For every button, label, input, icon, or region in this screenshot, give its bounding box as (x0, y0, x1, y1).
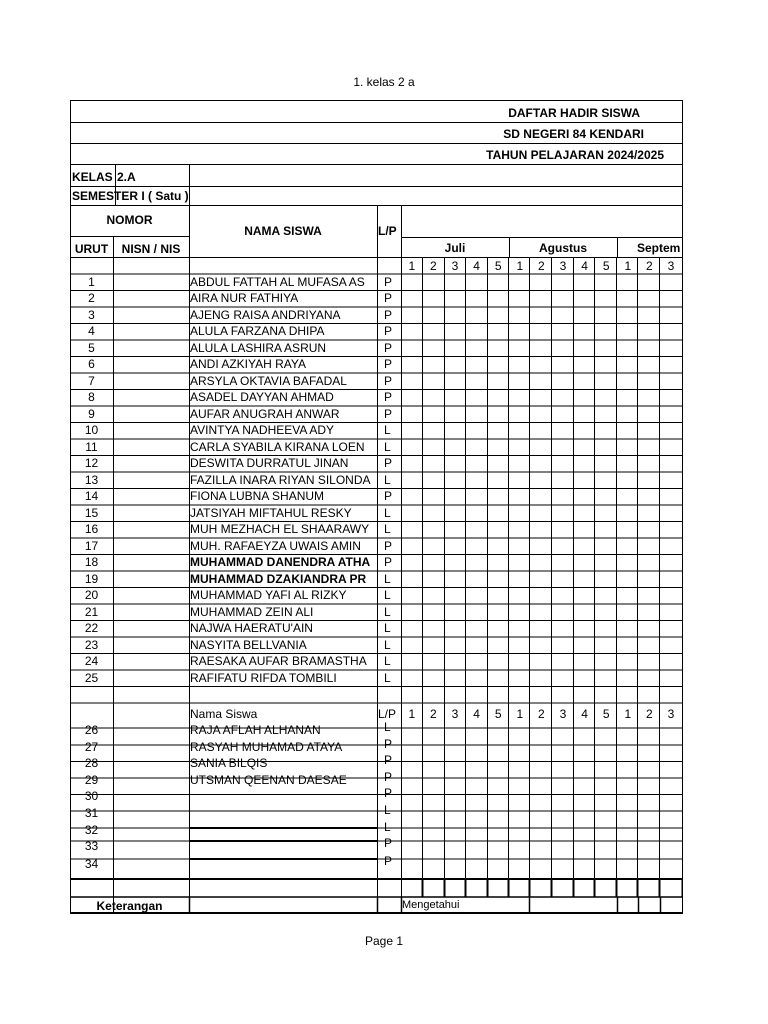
kelas-value: 2.A (117, 170, 136, 184)
student-name: NAJWA HAERATU'AIN (190, 621, 313, 635)
day-number-11: 2 (646, 259, 653, 273)
day-number-2-8: 4 (581, 707, 588, 721)
day-number-2: 3 (451, 259, 459, 273)
page-header: 1. kelas 2 a (353, 75, 415, 89)
student-name: MUH. RAFAEYZA UWAIS AMIN (190, 538, 361, 553)
day-number-8: 4 (581, 259, 588, 273)
day-number-2-0: 1 (408, 707, 416, 721)
header-nisn: NISN / NIS (121, 242, 181, 256)
student-number: 9 (88, 406, 95, 421)
student-gender: P (384, 786, 393, 800)
student-gender: P (384, 555, 393, 569)
student-gender: L (384, 720, 391, 734)
student-number: 1 (88, 274, 95, 289)
student-number: 26 (84, 723, 99, 737)
student-number: 5 (88, 340, 95, 355)
header-urut: URUT (74, 242, 109, 256)
day-number-2-2: 3 (451, 707, 459, 721)
student-gender: P (384, 291, 393, 305)
student-name: AJENG RAISA ANDRIYANA (190, 307, 341, 322)
student-number: 27 (84, 739, 99, 754)
student-name: ANDI AZKIYAH RAYA (190, 357, 307, 371)
day-number-6: 2 (538, 259, 545, 273)
month-agustus: Agustus (539, 241, 587, 255)
student-number: 23 (84, 637, 99, 652)
student-name: AUFAR ANUGRAH ANWAR (190, 406, 340, 421)
student-gender: P (384, 456, 393, 470)
student-gender: P (384, 835, 393, 850)
day-number-10: 1 (624, 259, 632, 273)
day-number-7: 3 (559, 259, 567, 273)
student-name: RAJA AFLAH ALHANAN (190, 723, 321, 737)
day-number-2-12: 3 (667, 707, 675, 721)
student-name: ARSYLA OKTAVIA BAFADAL (190, 373, 347, 388)
student-gender: P (384, 307, 393, 322)
student-gender: L (384, 588, 391, 602)
semester-label: SEMESTER I ( Satu ) (72, 189, 189, 203)
attendance-sheet (70, 100, 683, 915)
student-number: 8 (88, 390, 95, 404)
student-name: AIRA NUR FATHIYA (190, 291, 299, 305)
day-number-2-9: 5 (602, 707, 610, 721)
student-number: 4 (88, 324, 95, 338)
student-gender: P (384, 406, 393, 421)
student-name: RASYAH MUHAMAD ATAYA (190, 739, 343, 754)
day-number-5: 1 (516, 259, 524, 273)
title-line-1: DAFTAR HADIR SISWA (508, 106, 640, 120)
day-number-2-11: 2 (646, 707, 653, 721)
student-name: RAESAKA AUFAR BRAMASTHA (190, 654, 367, 668)
student-gender: L (384, 819, 391, 834)
day-number-12: 3 (667, 259, 675, 273)
title-line-2: SD NEGERI 84 KENDARI (503, 127, 644, 141)
student-gender: P (384, 390, 393, 404)
student-number: 19 (84, 571, 99, 586)
student-number: 22 (84, 621, 99, 635)
day-number-2-3: 4 (473, 707, 480, 721)
subheader-lp: L/P (378, 707, 397, 721)
student-gender: P (384, 769, 393, 784)
student-name: ALULA LASHIRA ASRUN (190, 340, 327, 355)
student-number: 16 (84, 522, 99, 536)
student-name: MUHAMMAD ZEIN ALI (190, 604, 314, 619)
student-name: MUHAMMAD YAFI AL RIZKY (190, 588, 347, 602)
student-gender: L (384, 472, 391, 487)
student-name: NASYITA BELLVANIA (190, 637, 307, 652)
student-gender: L (384, 670, 391, 685)
day-number-3: 4 (473, 259, 480, 273)
student-gender: P (384, 274, 393, 289)
student-gender: P (384, 324, 393, 338)
student-gender: P (384, 489, 393, 503)
student-gender: L (384, 571, 391, 586)
student-name: ALULA FARZANA DHIPA (190, 324, 325, 338)
student-gender: L (384, 423, 391, 437)
student-number: 13 (84, 472, 99, 487)
day-number-2-10: 1 (624, 707, 632, 721)
student-number: 2 (88, 291, 95, 305)
day-number-1: 2 (430, 259, 437, 273)
student-name: CARLA SYABILA KIRANA LOEN (190, 439, 365, 454)
student-gender: L (384, 654, 391, 668)
student-name: MUHAMMAD DZAKIANDRA PR (190, 571, 367, 586)
subheader-nama-siswa: Nama Siswa (190, 707, 258, 721)
student-gender: L (384, 802, 391, 817)
month-september: Septem (637, 241, 681, 255)
student-gender: P (384, 340, 393, 355)
student-number: 25 (84, 670, 99, 685)
student-gender: L (384, 505, 391, 520)
student-number: 32 (84, 822, 99, 837)
student-name: AVINTYA NADHEEVA ADY (190, 423, 335, 437)
student-name: ABDUL FATTAH AL MUFASA AS (190, 274, 365, 289)
student-number: 28 (84, 756, 99, 770)
student-gender: L (384, 522, 391, 536)
day-number-4: 5 (494, 259, 502, 273)
student-number: 12 (84, 456, 99, 470)
student-number: 34 (84, 857, 99, 871)
student-name: SANIA BILQIS (190, 756, 268, 770)
student-gender: P (384, 357, 393, 371)
day-number-2-5: 1 (516, 707, 524, 721)
student-gender: L (384, 621, 391, 635)
student-number: 31 (84, 805, 99, 820)
month-juli: Juli (444, 241, 466, 255)
student-name: MUHAMMAD DANENDRA ATHA (190, 555, 371, 569)
student-number: 6 (88, 357, 95, 371)
student-gender: P (384, 538, 393, 553)
student-gender: L (384, 604, 391, 619)
student-number: 29 (84, 772, 99, 787)
student-name: UTSMAN QEENAN DAESAE (190, 772, 347, 787)
day-number-9: 5 (602, 259, 610, 273)
student-number: 18 (84, 555, 99, 569)
title-line-3: TAHUN PELAJARAN 2024/2025 (486, 148, 664, 162)
kelas-label: KELAS (72, 170, 113, 184)
student-number: 14 (84, 489, 99, 503)
day-number-2-6: 2 (538, 707, 545, 721)
student-gender: P (384, 736, 393, 751)
student-name: FAZILLA INARA RIYAN SILONDA (190, 472, 371, 487)
student-number: 11 (85, 439, 98, 454)
student-number: 17 (84, 538, 99, 553)
student-gender: P (384, 373, 393, 388)
student-number: 21 (84, 604, 99, 619)
student-name: DESWITA DURRATUL JINAN (190, 456, 349, 470)
student-gender: L (384, 637, 391, 652)
student-number: 7 (88, 373, 95, 388)
student-number: 15 (84, 505, 99, 520)
day-number-0: 1 (408, 259, 416, 273)
student-number: 10 (84, 423, 99, 437)
keterangan-label: Keterangan (96, 899, 163, 913)
student-number: 24 (84, 654, 99, 668)
student-name: MUH MEZHACH EL SHAARAWY (190, 522, 370, 536)
student-gender: P (384, 753, 393, 767)
student-name: FIONA LUBNA SHANUM (190, 489, 325, 503)
student-name: JATSIYAH MIFTAHUL RESKY (190, 505, 352, 520)
student-number: 3 (88, 307, 95, 322)
header-nomor: NOMOR (106, 213, 153, 227)
student-number: 33 (84, 838, 99, 853)
mengetahui-label: Mengetahui (402, 899, 460, 911)
student-gender: L (384, 439, 391, 454)
page-footer: Page 1 (364, 934, 404, 948)
day-number-2-1: 2 (430, 707, 437, 721)
student-gender: P (384, 854, 393, 868)
header-lp: L/P (378, 224, 397, 238)
student-number: 20 (84, 588, 99, 602)
student-name: RAFIFATU RIFDA TOMBILI (190, 670, 337, 685)
day-number-2-7: 3 (559, 707, 567, 721)
student-name: ASADEL DAYYAN AHMAD (190, 390, 334, 404)
header-nama-siswa: NAMA SISWA (244, 224, 322, 238)
day-number-2-4: 5 (494, 707, 502, 721)
student-number: 30 (84, 789, 99, 803)
